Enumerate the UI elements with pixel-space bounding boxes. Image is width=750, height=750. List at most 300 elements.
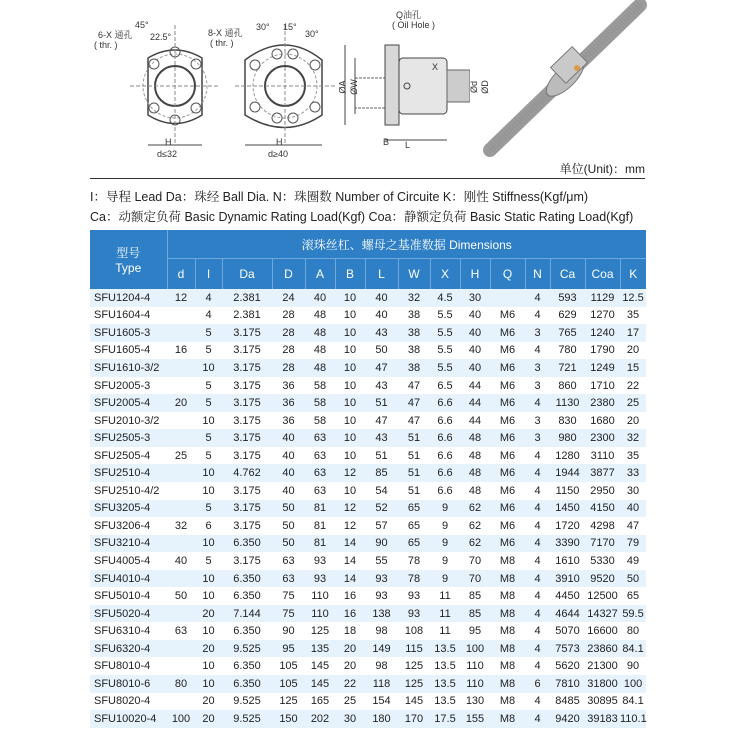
cell-h: 48 — [468, 449, 482, 462]
cell-da: 9.525 — [222, 710, 272, 728]
cell-d: 12 — [167, 289, 195, 307]
cell-type: SFU6320-4 — [90, 640, 167, 658]
table-row — [90, 429, 646, 447]
cell-k: 22 — [626, 379, 640, 392]
cell-d — [167, 500, 195, 518]
cell-a: 58 — [313, 414, 327, 427]
cell-type: SFU2005-4 — [90, 394, 167, 412]
cell-q: M6 — [490, 429, 525, 447]
cell-n: 4 — [534, 519, 541, 532]
table-row — [90, 622, 646, 640]
table-row — [90, 324, 646, 342]
cell-ca: 1450 — [550, 500, 585, 518]
cell-q: M6 — [490, 394, 525, 412]
cell-d — [167, 535, 195, 553]
cell-k: 47 — [626, 519, 640, 532]
cell-a: 81 — [305, 500, 335, 518]
cell-h: 95 — [468, 625, 482, 638]
cell-type: SFU1610-3/2 — [90, 359, 167, 377]
cell-d — [167, 464, 195, 482]
x-label: X — [432, 62, 439, 72]
cell-type: SFU2010-3/2 — [94, 414, 160, 427]
cell-x: 6.6 — [430, 429, 460, 447]
cell-d: 125 — [279, 695, 298, 708]
cell-da: 6.350 — [233, 625, 261, 638]
cell-ca: 1150 — [555, 484, 580, 497]
cell-w: 38 — [398, 324, 430, 342]
cell-coa: 3110 — [590, 449, 615, 462]
cell-k: 35 — [626, 309, 640, 322]
cell-coa: 1240 — [585, 324, 620, 342]
dia-a-label: ØA — [337, 80, 348, 94]
cell-w: 78 — [407, 554, 421, 567]
cell-k: 20 — [626, 344, 640, 357]
cell-w: 47 — [398, 394, 430, 412]
cell-i: 10 — [195, 464, 222, 482]
column-header-ca: Ca — [550, 259, 585, 290]
cell-a: 93 — [313, 554, 327, 567]
column-header-d: d — [167, 259, 195, 290]
cell-ca: 9420 — [550, 710, 585, 728]
cell-i: 10 — [195, 675, 222, 693]
cell-type: SFU1604-4 — [94, 309, 151, 322]
cell-d — [167, 570, 195, 588]
column-header-b: B — [335, 259, 365, 290]
cell-ca: 3910 — [550, 570, 585, 588]
cell-q: M6 — [499, 519, 516, 532]
cell-x: 13.5 — [434, 660, 456, 673]
cell-ca: 629 — [558, 309, 577, 322]
cell-ca: 1280 — [555, 449, 580, 462]
cell-d: 40 — [282, 484, 295, 497]
cell-type: SFU5020-4 — [90, 605, 167, 623]
cell-b: 16 — [335, 605, 365, 623]
cell-da: 7.144 — [222, 605, 272, 623]
cell-i: 10 — [195, 570, 222, 588]
cell-q: M6 — [499, 449, 516, 462]
cell-da: 3.175 — [222, 394, 272, 412]
cell-n: 4 — [534, 344, 541, 357]
cell-ca: 5620 — [555, 660, 580, 673]
cell-w: 38 — [407, 309, 421, 322]
cell-k: 12.5 — [620, 289, 646, 307]
cell-d: 28 — [282, 309, 295, 322]
cell-b: 20 — [335, 640, 365, 658]
table-row — [90, 377, 646, 395]
cell-b: 14 — [335, 535, 365, 553]
cell-l: 51 — [365, 394, 398, 412]
cell-l: 43 — [365, 429, 398, 447]
table-row — [90, 605, 646, 623]
cell-coa: 39183 — [585, 710, 620, 728]
cell-ca: 4644 — [550, 605, 585, 623]
dia-w-label: ØW — [348, 79, 359, 95]
cell-w: 65 — [398, 535, 430, 553]
table-row — [90, 657, 646, 675]
cell-i: 10 — [195, 535, 222, 553]
cell-a: 48 — [313, 309, 327, 322]
cell-d: 95 — [272, 640, 305, 658]
cell-x: 11 — [439, 590, 451, 603]
cell-x: 5.5 — [430, 324, 460, 342]
cell-da: 9.525 — [222, 640, 272, 658]
cell-coa: 3877 — [585, 464, 620, 482]
b-label: B — [383, 137, 390, 147]
cell-h: 70 — [460, 570, 490, 588]
cell-type: SFU2505-4 — [94, 449, 151, 462]
cell-x: 4.5 — [430, 289, 460, 307]
cell-ca: 830 — [558, 414, 577, 427]
cell-a: 48 — [305, 324, 335, 342]
cell-k: 35 — [626, 449, 640, 462]
cell-i: 6 — [205, 519, 212, 532]
column-header-coa: Coa — [585, 259, 620, 290]
cell-x: 6.6 — [437, 414, 453, 427]
cell-l: 55 — [375, 554, 388, 567]
cell-w: 125 — [404, 660, 424, 673]
cell-x: 9 — [430, 535, 460, 553]
cell-l: 85 — [365, 464, 398, 482]
cell-d: 40 — [272, 464, 305, 482]
cell-k: 30 — [626, 484, 640, 497]
cell-x: 9 — [441, 519, 449, 532]
cell-n: 4 — [525, 640, 550, 658]
cell-n: 4 — [534, 554, 541, 567]
cell-d: 28 — [272, 359, 305, 377]
cell-d: 105 — [272, 675, 305, 693]
cell-d: 50 — [272, 500, 305, 518]
cell-d — [167, 640, 195, 658]
cell-da: 6.350 — [222, 570, 272, 588]
cell-ca: 980 — [550, 429, 585, 447]
cell-w: 51 — [407, 484, 421, 497]
cell-x: 13.5 — [434, 695, 456, 708]
table-row — [90, 535, 646, 553]
cell-d — [167, 377, 195, 395]
cell-d: 100 — [167, 710, 195, 728]
cell-n: 4 — [525, 710, 550, 728]
cell-q: M6 — [490, 464, 525, 482]
cell-b: 20 — [343, 660, 357, 673]
cell-h: 40 — [460, 359, 490, 377]
cell-x: 9 — [441, 554, 449, 567]
cell-q: M8 — [490, 605, 525, 623]
cell-h: 155 — [460, 710, 490, 728]
cell-q: M6 — [490, 500, 525, 518]
cell-a: 145 — [305, 675, 335, 693]
cell-k: 15 — [620, 359, 646, 377]
cell-i: 5 — [195, 324, 222, 342]
cell-da: 3.175 — [222, 500, 272, 518]
cell-d: 50 — [272, 535, 305, 553]
cell-h: 85 — [460, 605, 490, 623]
cell-k: 59.5 — [620, 605, 646, 623]
cell-k: 84.1 — [620, 640, 646, 658]
cell-d: 150 — [272, 710, 305, 728]
cell-coa: 1680 — [590, 414, 615, 427]
cell-l: 50 — [375, 344, 388, 357]
cell-n: 4 — [534, 660, 541, 673]
cell-i: 4 — [205, 309, 212, 322]
cell-d: 80 — [167, 675, 195, 693]
cell-i: 20 — [195, 710, 222, 728]
type-header-en: Type — [115, 261, 142, 275]
cell-d: 24 — [272, 289, 305, 307]
flange-8-hole-drawing — [230, 20, 340, 160]
cell-da: 3.175 — [233, 379, 261, 392]
table-row — [90, 482, 646, 500]
cell-h: 40 — [468, 344, 482, 357]
cell-h: 85 — [468, 590, 482, 603]
cell-coa: 1790 — [590, 344, 615, 357]
cell-i: 20 — [202, 695, 215, 708]
cell-h: 40 — [460, 324, 490, 342]
cell-da: 2.381 — [233, 309, 261, 322]
flange1-thr-label: ( thr. ) — [94, 40, 118, 50]
cell-q — [490, 289, 525, 307]
cell-a: 125 — [310, 625, 330, 638]
cell-d: 20 — [167, 394, 195, 412]
cell-q: M8 — [490, 570, 525, 588]
cell-d — [167, 693, 195, 711]
cell-q: M8 — [499, 625, 516, 638]
cell-w: 65 — [407, 519, 421, 532]
cell-b: 10 — [343, 309, 357, 322]
cell-a: 63 — [305, 429, 335, 447]
cell-i: 5 — [205, 344, 212, 357]
flange2-d-label: d≥40 — [268, 149, 288, 159]
cell-d: 28 — [272, 324, 305, 342]
cell-l: 47 — [375, 414, 388, 427]
cell-n: 4 — [525, 394, 550, 412]
cell-type: SFU1204-4 — [90, 289, 167, 307]
cell-b: 10 — [335, 429, 365, 447]
cell-ca: 780 — [558, 344, 577, 357]
cell-ca: 7573 — [550, 640, 585, 658]
cell-i: 20 — [195, 640, 222, 658]
cell-b: 10 — [335, 359, 365, 377]
cell-q: M8 — [499, 660, 516, 673]
cell-i: 10 — [195, 359, 222, 377]
cell-k: 20 — [626, 414, 640, 427]
cell-d: 32 — [174, 519, 188, 532]
cell-l: 118 — [365, 675, 398, 693]
cell-type: SFU6310-4 — [94, 625, 151, 638]
cell-b: 10 — [335, 289, 365, 307]
cell-type: SFU3205-4 — [90, 500, 167, 518]
cell-l: 180 — [365, 710, 398, 728]
cell-k: 90 — [626, 660, 640, 673]
dia-d-big-label: ØD — [479, 80, 490, 94]
cell-ca: 4450 — [555, 590, 580, 603]
cell-q: M8 — [490, 640, 525, 658]
cell-b: 14 — [343, 554, 357, 567]
cell-type: SFU4005-4 — [94, 554, 151, 567]
cell-w: 115 — [398, 640, 430, 658]
cell-d: 50 — [282, 519, 295, 532]
cell-l: 40 — [365, 289, 398, 307]
table-row — [90, 307, 646, 325]
cell-l: 47 — [365, 359, 398, 377]
cell-w: 125 — [398, 675, 430, 693]
cell-d — [167, 605, 195, 623]
cell-i: 10 — [202, 414, 215, 427]
cell-k: 100 — [620, 675, 646, 693]
cell-b: 10 — [335, 324, 365, 342]
table-row — [90, 517, 646, 535]
cell-n: 4 — [534, 309, 541, 322]
l-label: L — [405, 140, 411, 150]
cell-da: 6.350 — [222, 535, 272, 553]
cell-h: 40 — [468, 309, 482, 322]
cell-l: 54 — [375, 484, 388, 497]
cell-d: 50 — [174, 590, 188, 603]
ball-screw-photo — [480, 0, 650, 160]
cell-a: 58 — [305, 394, 335, 412]
cell-x: 11 — [430, 605, 460, 623]
cell-ca: 7810 — [550, 675, 585, 693]
flange1-h-label: H — [165, 137, 172, 147]
legend-line-1: I：导程 Lead Da：珠经 Ball Dia. N：珠圈数 Number of Circuite K：刚性 Stiffness(Kgf/μm) — [90, 190, 589, 204]
cell-n: 4 — [525, 289, 550, 307]
cell-type: SFU1605-4 — [94, 344, 151, 357]
cell-da: 6.350 — [222, 675, 272, 693]
cell-da: 3.175 — [222, 359, 272, 377]
cell-coa: 1270 — [590, 309, 615, 322]
cell-a: 93 — [305, 570, 335, 588]
divider — [90, 178, 645, 179]
cell-type: SFU10020-4 — [90, 710, 167, 728]
cell-i: 5 — [205, 379, 212, 392]
cell-q: M6 — [499, 379, 516, 392]
cell-h: 48 — [460, 464, 490, 482]
cell-i: 10 — [202, 660, 215, 673]
cell-n: 3 — [525, 359, 550, 377]
cell-l: 93 — [375, 590, 388, 603]
cell-d — [167, 359, 195, 377]
cell-ca: 1610 — [555, 554, 580, 567]
table-row — [90, 675, 646, 693]
cell-k: 49 — [626, 554, 640, 567]
column-header-l: L — [365, 259, 398, 290]
cell-type: SFU5010-4 — [94, 590, 151, 603]
cell-w: 93 — [407, 590, 421, 603]
cell-d — [167, 307, 195, 325]
column-header-x: X — [430, 259, 460, 290]
cell-b: 18 — [343, 625, 357, 638]
table-row — [90, 359, 646, 377]
cell-a: 202 — [305, 710, 335, 728]
specs-table — [90, 230, 646, 728]
cell-l: 149 — [365, 640, 398, 658]
cell-d: 75 — [272, 605, 305, 623]
cell-b: 10 — [343, 344, 357, 357]
cell-type: SFU8010-4 — [94, 660, 151, 673]
cell-k: 110.1 — [620, 710, 646, 728]
cell-w: 38 — [407, 344, 421, 357]
cell-x: 11 — [439, 625, 451, 638]
cell-da: 3.175 — [233, 414, 261, 427]
cell-ca: 1720 — [555, 519, 580, 532]
cell-da: 3.175 — [233, 449, 261, 462]
cell-q: M6 — [499, 344, 516, 357]
cell-w: 93 — [398, 605, 430, 623]
cell-ca: 721 — [550, 359, 585, 377]
cell-n: 4 — [525, 605, 550, 623]
cell-h: 48 — [460, 429, 490, 447]
column-header-k: K — [620, 259, 646, 290]
cell-x: 9 — [430, 500, 460, 518]
cell-w: 38 — [398, 359, 430, 377]
cell-coa: 16600 — [587, 625, 618, 638]
cell-i: 5 — [205, 449, 212, 462]
cell-w: 51 — [407, 449, 421, 462]
cell-a: 145 — [310, 660, 330, 673]
cell-h: 130 — [465, 695, 485, 708]
flange1-d-label: d≤32 — [157, 149, 177, 159]
cell-n: 4 — [534, 590, 541, 603]
cell-d: 63 — [272, 570, 305, 588]
cell-type: SFU2510-4/2 — [94, 484, 160, 497]
cell-h: 100 — [460, 640, 490, 658]
cell-ca: 8485 — [555, 695, 580, 708]
cell-coa: 23860 — [585, 640, 620, 658]
cell-l: 43 — [375, 379, 388, 392]
cell-coa: 21300 — [587, 660, 618, 673]
cell-b: 12 — [335, 464, 365, 482]
cell-a: 110 — [311, 590, 329, 603]
cell-ca: 1130 — [550, 394, 585, 412]
cell-l: 51 — [375, 449, 388, 462]
cell-l: 57 — [375, 519, 388, 532]
oil-hole-en-label: ( Oil Hole ) — [392, 20, 436, 30]
cell-ca: 5070 — [555, 625, 580, 638]
cell-b: 10 — [343, 449, 357, 462]
cell-q: M6 — [490, 535, 525, 553]
table-row — [90, 289, 646, 307]
cell-l: 43 — [365, 324, 398, 342]
table-row — [90, 394, 646, 412]
cell-coa: 1710 — [590, 379, 615, 392]
cell-coa: 1129 — [585, 289, 620, 307]
cell-i: 5 — [195, 500, 222, 518]
oil-hole-label: Q油孔 — [396, 10, 422, 20]
cell-type: SFU3206-4 — [94, 519, 151, 532]
cell-ca: 765 — [550, 324, 585, 342]
flange1-angle2: 22.5° — [150, 32, 172, 42]
cell-h: 44 — [460, 394, 490, 412]
cell-x: 6.6 — [437, 449, 453, 462]
cell-n: 3 — [525, 429, 550, 447]
cell-i: 10 — [202, 590, 215, 603]
cell-a: 40 — [305, 289, 335, 307]
cell-k: 65 — [626, 590, 640, 603]
cell-ca: 860 — [558, 379, 577, 392]
cell-d: 36 — [282, 414, 295, 427]
cell-h: 30 — [460, 289, 490, 307]
cell-type: SFU8020-4 — [94, 695, 151, 708]
flange2-h-label: H — [276, 137, 283, 147]
cell-h: 62 — [468, 519, 482, 532]
cell-k: 17 — [620, 324, 646, 342]
cell-b: 14 — [335, 570, 365, 588]
cell-b: 10 — [343, 484, 357, 497]
dia-d-small-label: Ød — [469, 80, 480, 94]
cell-da: 3.175 — [222, 429, 272, 447]
cell-w: 47 — [407, 379, 421, 392]
cell-da: 9.525 — [233, 695, 261, 708]
table-row — [90, 342, 646, 360]
